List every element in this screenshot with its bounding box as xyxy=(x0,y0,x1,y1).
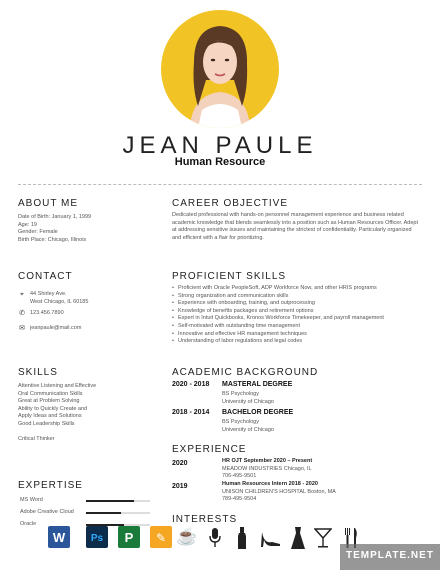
list-item: Ability to Quickly Create and xyxy=(18,405,88,412)
academic-degree-1: MASTERAL DEGREE xyxy=(222,381,293,388)
illustrator-app-icon xyxy=(150,526,172,548)
about-list xyxy=(18,214,91,244)
contact-phone-block xyxy=(18,310,64,318)
list-item: Attentive Listening and Effective xyxy=(18,383,97,389)
experience-phone-1: 706-495-9501 xyxy=(222,473,257,480)
contact-phone: 123.456.7890 xyxy=(30,310,64,316)
profile-photo xyxy=(150,10,290,128)
list-item: • Understanding of labor regulations and legal codes xyxy=(172,338,303,345)
experience-company-2: UNISON CHILDREN'S HOSPITAL Boston, MA xyxy=(222,488,336,495)
publisher-app-icon xyxy=(118,526,140,548)
list-item: • Innovative and effective HR management techniques xyxy=(172,330,307,337)
contact-heading: CONTACT xyxy=(18,271,73,282)
dress-icon xyxy=(290,526,306,550)
about-birthplace: Birth Place: Chicago, Illinois xyxy=(18,236,87,243)
expertise-bar-fill xyxy=(86,500,134,502)
list-item: Oral Communication Skills xyxy=(18,390,83,397)
envelope-icon: ✉ xyxy=(19,325,25,332)
svg-text:P: P xyxy=(124,530,134,545)
interests-heading: INTERESTS xyxy=(172,514,238,525)
candidate-role: Human Resource xyxy=(174,156,266,168)
academic-degree-2: BACHELOR DEGREE xyxy=(222,409,294,416)
contact-address-line1: 44 Shirley Ave. xyxy=(30,291,67,297)
experience-details-1 xyxy=(222,458,312,481)
experience-details-2 xyxy=(222,481,336,504)
svg-text:✎: ✎ xyxy=(155,531,167,545)
coffee-icon: ☕ xyxy=(176,527,198,546)
list-item: Good Leadership Skills xyxy=(18,420,75,427)
word-app-icon xyxy=(48,526,70,548)
list-item: • Experience with onboarding, training, and outprocessing xyxy=(172,300,315,307)
experience-year-1: 2020 xyxy=(172,460,188,467)
list-item: • Knowledge of benefits packages and retirement options xyxy=(172,307,314,314)
cocktail-icon xyxy=(314,527,332,549)
academic-details-1 xyxy=(222,391,274,406)
about-heading: ABOUT ME xyxy=(18,198,79,209)
academic-field-1: BS Psychology xyxy=(222,391,259,397)
watermark-text: TEMPLATE.NET xyxy=(346,550,434,561)
about-gender: Gender: Female xyxy=(18,229,58,236)
academic-field-2: BS Psychology xyxy=(222,419,259,425)
contact-address-block xyxy=(18,291,88,306)
list-item: • Proficient with Oracle PeopleSoft, ADP Workforce Now, and other HRIS programs xyxy=(172,285,377,291)
bottle-icon xyxy=(236,526,248,550)
phone-icon: ✆ xyxy=(19,310,25,317)
experience-company-1: MEADOW INDUSTRIES Chicago, IL xyxy=(222,465,312,472)
objective-paragraph: Dedicated professional with hands-on personnel management experience and business related academic knowledge that blends seamlessly into a position such as Human Resources Officer. Adept at addressing sensitive issues and maintaining the strictest of confidentiality. Particularly organized and efficient with a flair for prioritizing. xyxy=(172,212,419,241)
skills-list xyxy=(18,383,96,443)
header-divider xyxy=(18,184,422,185)
academic-details-2 xyxy=(222,419,274,434)
candidate-name: JEAN PAULE xyxy=(122,132,318,159)
about-dob: Date of Birth: January 1, 1999 xyxy=(18,214,92,220)
microphone-icon xyxy=(208,527,222,549)
academic-heading: ACADEMIC BACKGROUND xyxy=(172,367,319,378)
academic-school-1: University of Chicago xyxy=(222,398,274,405)
skills-heading: SKILLS xyxy=(18,367,58,378)
list-item: • Expert in Intuit Quickbooks, Kronos Workforce Timekeeper, and payroll management xyxy=(172,315,384,322)
experience-phone-2: 789-495-9504 xyxy=(222,496,257,503)
proficient-skills-list xyxy=(172,285,422,346)
contact-email[interactable]: jeanpaule@mail.com xyxy=(30,325,82,331)
svg-text:W: W xyxy=(52,530,66,545)
academic-years-1: 2020 - 2018 xyxy=(172,381,210,388)
objective-heading: CAREER OBJECTIVE xyxy=(172,198,289,209)
list-item: Critical Thinker xyxy=(18,435,55,442)
location-pin-icon: ⌖ xyxy=(20,291,24,298)
list-item: • Strong organization and communication skills xyxy=(172,292,289,299)
list-item: • Self-motivated with outstanding time management xyxy=(172,322,300,329)
expertise-label-3: Oracle xyxy=(20,521,37,527)
expertise-label-2: Adobe Creative Cloud xyxy=(20,509,74,515)
experience-year-2: 2019 xyxy=(172,483,188,490)
expertise-label-1: MS Word xyxy=(20,497,43,503)
about-age: Age: 19 xyxy=(18,221,37,228)
list-item: Great at Problem Solving xyxy=(18,398,80,405)
academic-school-2: University of Chicago xyxy=(222,426,274,433)
expertise-heading: EXPERTISE xyxy=(18,480,83,491)
experience-heading: EXPERIENCE xyxy=(172,444,247,455)
expertise-bar-fill xyxy=(86,512,121,514)
contact-email-block xyxy=(18,325,81,333)
list-item: Apply Ideas and Solutions xyxy=(18,413,82,420)
proficient-skills-heading: PROFICIENT SKILLS xyxy=(172,271,287,282)
contact-address-line2: West Chicago, IL 60185 xyxy=(30,298,89,305)
expertise-bar-1 xyxy=(86,500,150,502)
academic-years-2: 2018 - 2014 xyxy=(172,409,210,416)
high-heel-icon xyxy=(260,528,282,548)
objective-text xyxy=(172,212,422,242)
experience-position-2: Human Resources Intern 2018 - 2020 xyxy=(222,481,318,487)
experience-position-1: HR OJT September 2020 – Present xyxy=(222,458,313,464)
svg-text:Ps: Ps xyxy=(90,533,104,544)
expertise-bar-2 xyxy=(86,512,150,514)
photoshop-app-icon xyxy=(86,526,108,548)
